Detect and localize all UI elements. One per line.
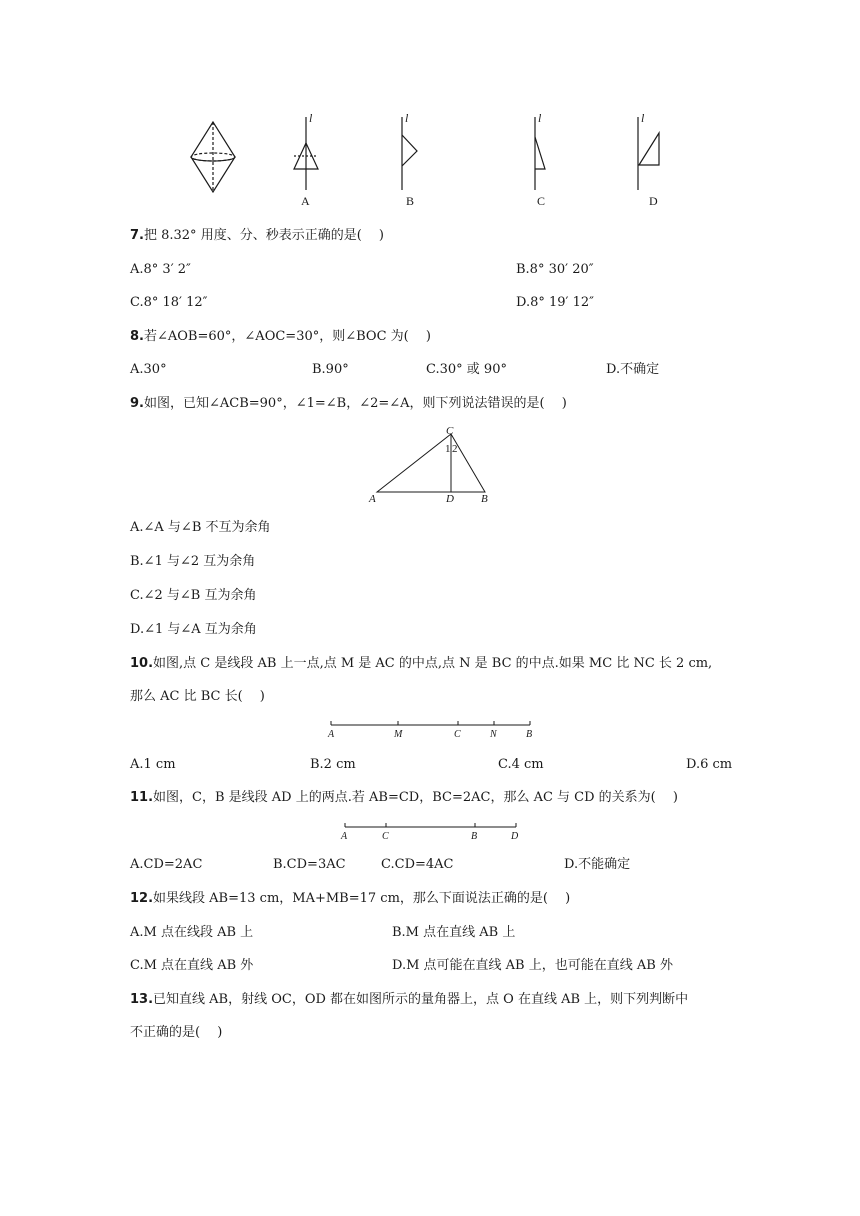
question-11-text: 如图，C，B 是线段 AD 上的两点.若 AB=CD，BC=2AC，那么 AC 与 CD 的关系为( ) — [153, 790, 678, 805]
question-12-number: 12. — [130, 891, 154, 906]
question-10-stem-line1 — [130, 656, 712, 672]
seg-point-a-label: A — [341, 831, 348, 842]
q7-option-b[interactable]: B.8° 30′ 20″ — [516, 262, 594, 277]
seg-point-c-label: C — [382, 831, 389, 842]
vertex-c-label: C — [446, 425, 454, 437]
angle-1-label: 1 — [445, 443, 451, 455]
question-13-stem-line2: 不正确的是( ) — [130, 1025, 223, 1040]
q8-option-d[interactable]: D.不确定 — [606, 362, 660, 377]
q7-option-d[interactable]: D.8° 19′ 12″ — [516, 295, 595, 310]
q11-option-d[interactable]: D.不能确定 — [564, 857, 631, 872]
question-11-number: 11. — [130, 790, 154, 805]
question-7-stem — [130, 228, 384, 244]
question-10-stem-line2: 那么 AC 比 BC 长( ) — [130, 689, 265, 704]
question-9-number: 9. — [130, 396, 144, 411]
point-m-label: M — [394, 729, 403, 740]
q10-option-c[interactable]: C.4 cm — [498, 757, 544, 772]
option-c-label: C — [537, 194, 546, 208]
point-d-label: D — [446, 493, 454, 505]
q8-option-c[interactable]: C.30° 或 90° — [426, 362, 507, 377]
question-9-stem — [130, 396, 567, 412]
question-8-number: 8. — [130, 329, 144, 344]
seg-point-d-label: D — [511, 831, 519, 842]
seg-point-b-label: B — [471, 831, 478, 842]
q7-option-a[interactable]: A.8° 3′ 2″ — [130, 262, 191, 277]
option-a-label: A — [301, 194, 310, 208]
point-n-label: N — [490, 729, 497, 740]
option-d-label: D — [649, 194, 658, 208]
double-cone-solid — [191, 122, 235, 192]
option-b-label: B — [406, 194, 415, 208]
q12-option-d[interactable]: D.M 点可能在直线 AB 上，也可能在直线 AB 外 — [392, 958, 673, 973]
option-d-figure — [638, 117, 659, 190]
question-13-text: 已知直线 AB，射线 OC，OD 都在如图所示的量角器上，点 O 在直线 AB 上，则下列判断中 — [153, 992, 689, 1007]
q12-option-a[interactable]: A.M 点在线段 AB 上 — [130, 925, 254, 940]
q9-option-d[interactable]: D.∠1 与∠A 互为余角 — [130, 622, 257, 637]
question-10-text: 如图,点 C 是线段 AB 上一点,点 M 是 AC 的中点,点 N 是 BC 的中点.如果 MC 比 NC 长 2 cm, — [153, 656, 713, 671]
q11-option-b[interactable]: B.CD=3AC — [273, 857, 346, 872]
q10-option-b[interactable]: B.2 cm — [310, 757, 356, 772]
q8-option-b[interactable]: B.90° — [312, 362, 349, 377]
point-b-label: B — [526, 729, 533, 740]
question-12-stem — [130, 891, 570, 907]
q9-option-a[interactable]: A.∠A 与∠B 不互为余角 — [130, 520, 271, 535]
axis-label-c: l — [538, 111, 542, 125]
q8-option-a[interactable]: A.30° — [130, 362, 167, 377]
option-a-figure — [294, 117, 318, 190]
question-9-text: 如图，已知∠ACB=90°，∠1=∠B，∠2=∠A，则下列说法错误的是( ) — [143, 396, 567, 411]
q9-option-b[interactable]: B.∠1 与∠2 互为余角 — [130, 554, 256, 569]
q10-option-a[interactable]: A.1 cm — [130, 757, 176, 772]
question-13-number: 13. — [130, 992, 154, 1007]
question-12-text: 如果线段 AB=13 cm，MA+MB=17 cm，那么下面说法正确的是( ) — [153, 891, 571, 906]
q11-option-a[interactable]: A.CD=2AC — [130, 857, 203, 872]
segment-amcnb-figure — [322, 716, 542, 740]
vertex-b-label: B — [481, 493, 488, 505]
option-b-figure — [402, 117, 417, 190]
q7-option-c[interactable]: C.8° 18′ 12″ — [130, 295, 208, 310]
angle-2-label: 2 — [452, 443, 458, 455]
question-11-stem — [130, 790, 678, 806]
triangle-figure — [360, 422, 500, 508]
option-c-figure — [535, 117, 545, 190]
question-8-text: 若∠AOB=60°，∠AOC=30°，则∠BOC 为( ) — [143, 329, 431, 344]
point-a-label: A — [328, 729, 335, 740]
rotation-figure — [180, 105, 680, 215]
axis-label-d: l — [641, 111, 645, 125]
q12-option-b[interactable]: B.M 点在直线 AB 上 — [392, 925, 516, 940]
q12-option-c[interactable]: C.M 点在直线 AB 外 — [130, 958, 254, 973]
question-7-number: 7. — [130, 228, 144, 243]
axis-label-b: l — [405, 111, 409, 125]
q10-option-d[interactable]: D.6 cm — [686, 757, 733, 772]
question-8-stem — [130, 329, 431, 345]
question-7-text: 把 8.32° 用度、分、秒表示正确的是( ) — [143, 228, 384, 243]
segment-acbd-figure — [336, 818, 526, 842]
question-13-stem-line1 — [130, 992, 688, 1008]
point-c-label: C — [454, 729, 461, 740]
question-10-number: 10. — [130, 656, 154, 671]
q9-option-c[interactable]: C.∠2 与∠B 互为余角 — [130, 588, 257, 603]
q11-option-c[interactable]: C.CD=4AC — [381, 857, 454, 872]
vertex-a-label: A — [369, 493, 376, 505]
axis-label-a: l — [309, 111, 313, 125]
